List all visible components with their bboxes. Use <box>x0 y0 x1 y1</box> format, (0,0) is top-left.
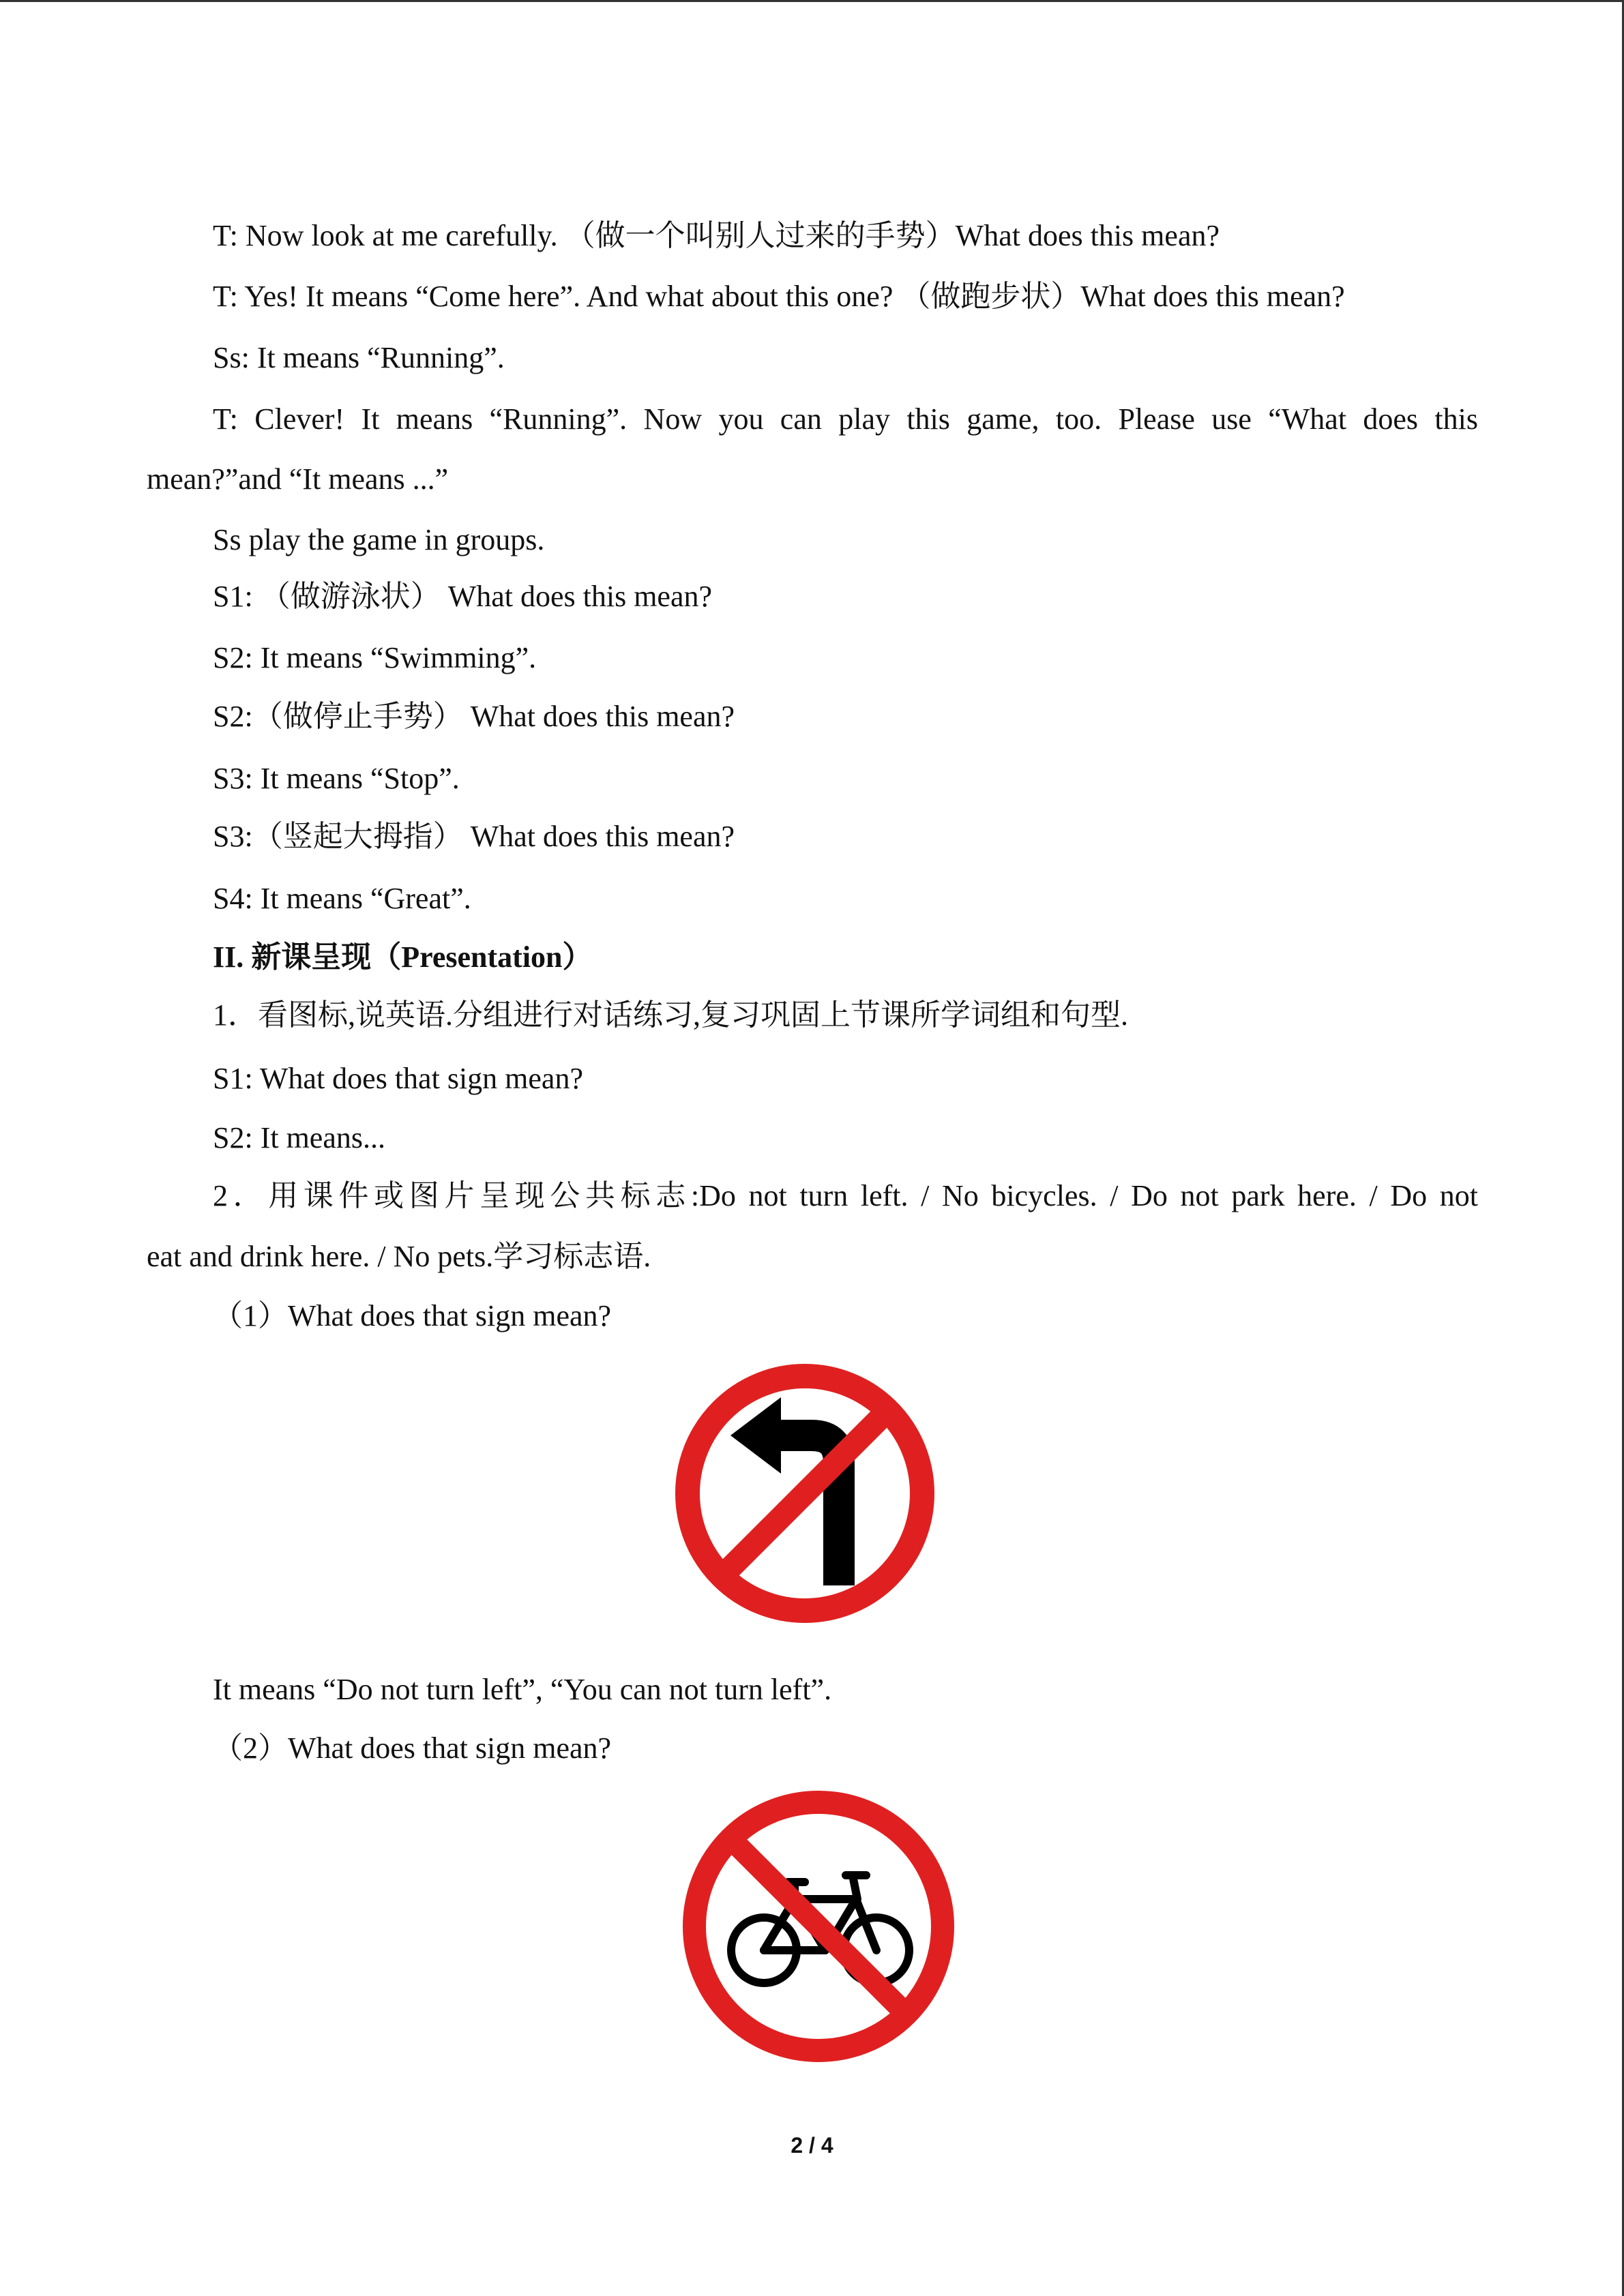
step-line-continued: eat and drink here. / No pets.学习标志语. <box>147 1240 651 1273</box>
dialogue-line: S2: It means... <box>213 1121 385 1154</box>
dialogue-line: S3:（竖起大拇指） What does this mean? <box>213 820 735 853</box>
question-line: （2）What does that sign mean? <box>213 1731 612 1765</box>
page-number: 2 / 4 <box>791 2133 833 2158</box>
dialogue-line: T: Clever! It means “Running”. Now you can play this game, too. Please use “What does this <box>213 402 1478 436</box>
question-line: （1）What does that sign mean? <box>213 1299 612 1332</box>
dialogue-line: S4: It means “Great”. <box>213 882 471 915</box>
dialogue-line: S2:（做停止手势） What does this mean? <box>213 700 735 733</box>
dialogue-line: S3: It means “Stop”. <box>213 762 460 795</box>
section-heading: II. 新课呈现（Presentation） <box>213 940 593 974</box>
step-line: 2．用课件或图片呈现公共标志:Do not turn left. / No bicycles. / Do not park here. / Do not <box>213 1179 1478 1212</box>
dialogue-line: S2: It means “Swimming”. <box>213 641 537 674</box>
step-line: 1．看图标,说英语.分组进行对话练习,复习巩固上节课所学词组和句型. <box>213 998 1128 1032</box>
dialogue-line-continued: mean?”and “It means ...” <box>147 462 449 496</box>
instruction-line: Ss play the game in groups. <box>213 523 545 556</box>
no-left-turn-sign-icon <box>672 1360 938 1626</box>
dialogue-line: T: Now look at me carefully. （做一个叫别人过来的手势）What does this mean? <box>213 219 1220 252</box>
dialogue-line: T: Yes! It means “Come here”. And what about this one? （做跑步状）What does this mean? <box>213 280 1345 313</box>
dialogue-line: Ss: It means “Running”. <box>213 341 505 374</box>
dialogue-line: S1: （做游泳状） What does this mean? <box>213 580 713 613</box>
dialogue-line: S1: What does that sign mean? <box>213 1062 583 1095</box>
no-bicycles-sign-icon <box>679 1787 958 2066</box>
answer-line: It means “Do not turn left”, “You can not turn left”. <box>213 1673 832 1706</box>
